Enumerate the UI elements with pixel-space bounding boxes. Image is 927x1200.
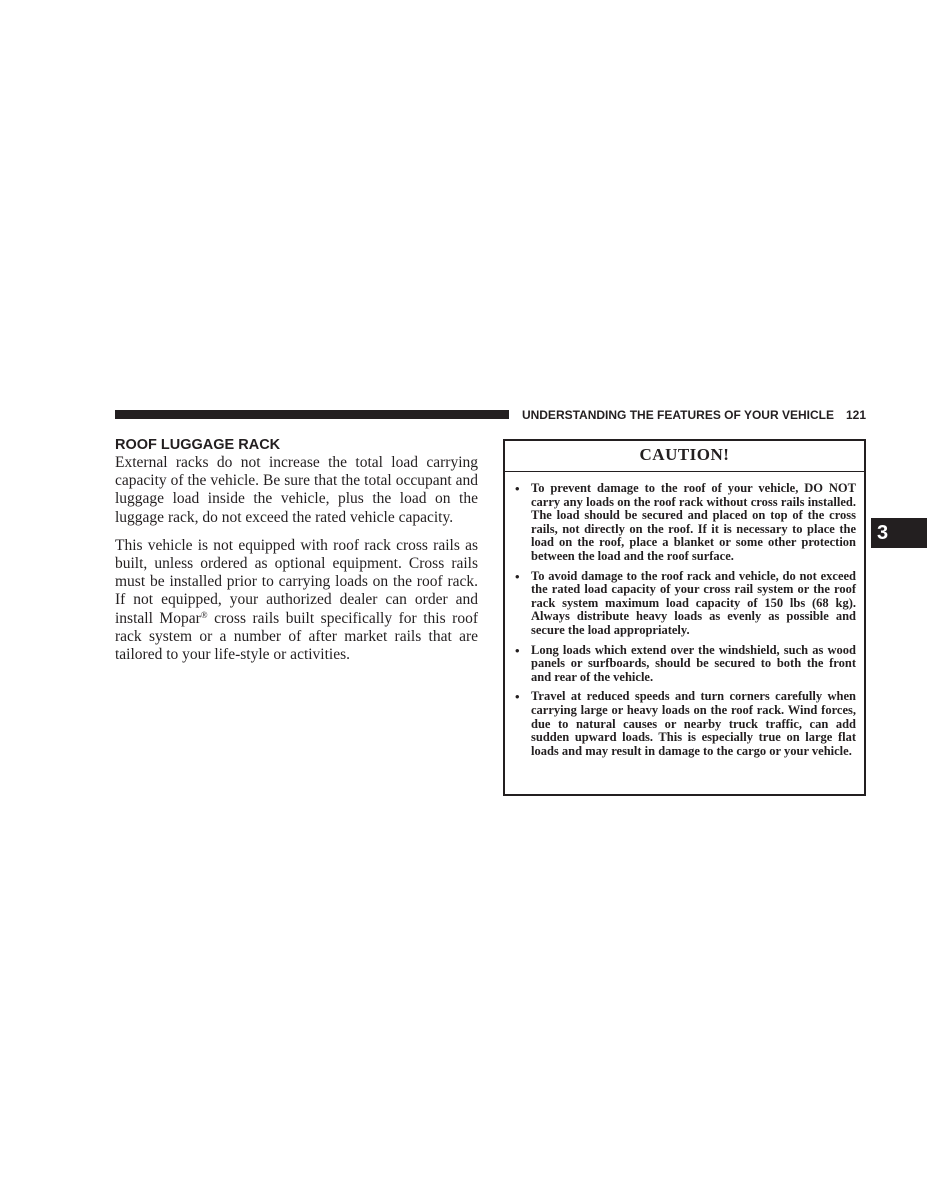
registered-mark: ®	[200, 609, 208, 620]
caution-title: CAUTION!	[505, 441, 864, 472]
caution-item-text: To prevent damage to the roof of your vehicle, DO NOT carry any loads on the roof rack without cross rails installed. The load should be secured and placed on top of the cross rails, not directly on the roof. If it is necessary to place the load on the roof, place a blanket or some other protection between the load and the roof surface.	[531, 481, 856, 563]
caution-list	[505, 482, 864, 758]
header-rule	[115, 410, 509, 419]
paragraph-2-text-b: cross rails built specifically for this roof rack system or a number of after market rails that are tailored to your life-style or activities.	[115, 609, 478, 664]
caution-item-text: To avoid damage to the roof rack and vehicle, do not exceed the rated load capacity of your cross rail system or the roof rack system maximum load capacity of 150 lbs (68 kg). Always distribute heavy loads as evenly as possible and secure the load appropriately.	[531, 568, 856, 637]
caution-item	[513, 570, 856, 638]
caution-item	[513, 690, 856, 758]
chapter-tab: 3	[871, 518, 927, 548]
caution-item	[513, 644, 856, 685]
paragraph-2-text-a: This vehicle is not equipped with roof rack cross rails as built, unless ordered as optional equipment. Cross rails must be installed prior to carrying loads on the roof rack. If not equipped, your authorized dealer can order and install Mopar	[115, 536, 478, 627]
caution-item-text: Long loads which extend over the windshield, such as wood panels or surfboards, should be secured to both the front and rear of the vehicle.	[531, 642, 856, 684]
bullet-icon: •	[515, 481, 520, 496]
main-column	[115, 436, 478, 664]
paragraph-1: External racks do not increase the total load carrying capacity of the vehicle. Be sure that the total occupant and luggage load inside the vehicle, plus the load on the luggage rack, do not exceed the rated vehicle capacity.	[115, 454, 478, 526]
bullet-icon: •	[515, 568, 520, 584]
page-number: 121	[845, 408, 866, 422]
caution-item-text: Travel at reduced speeds and turn corners carefully when carrying large or heavy loads on the roof rack. Wind forces, due to natural causes or nearby truck traffic, can add sudden upward loads. This is especially true on large flat loads and may result in damage to the cargo or your vehicle.	[531, 689, 856, 758]
bullet-icon: •	[515, 689, 520, 705]
paragraph-2	[115, 537, 478, 664]
bullet-icon: •	[515, 642, 520, 658]
caution-box	[503, 439, 866, 796]
section-heading: ROOF LUGGAGE RACK	[115, 437, 281, 453]
caution-item	[513, 482, 856, 564]
header-title: UNDERSTANDING THE FEATURES OF YOUR VEHICLE	[521, 408, 834, 422]
running-header	[516, 407, 866, 423]
